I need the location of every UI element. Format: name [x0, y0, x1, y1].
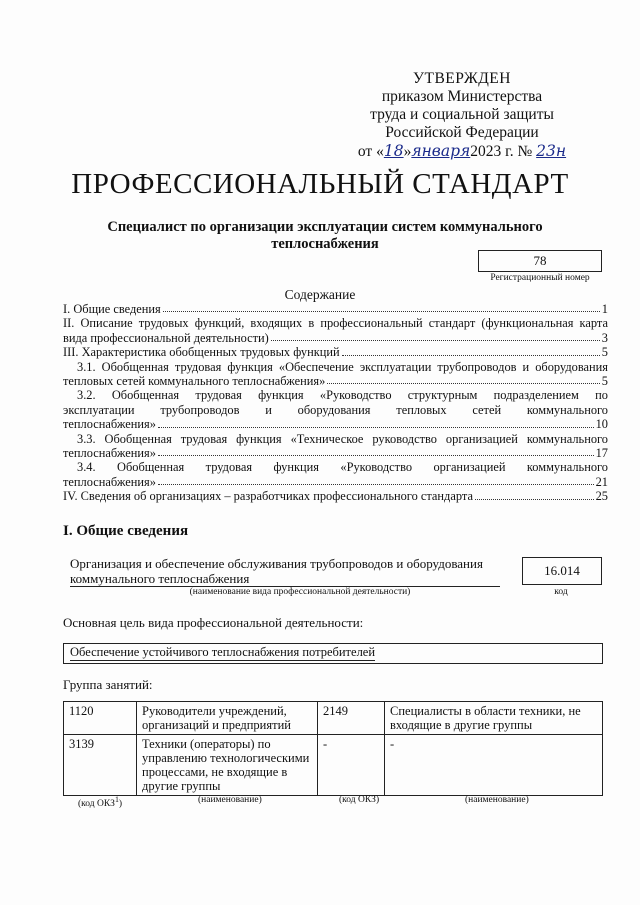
toc-item-4-page: 25 [595, 489, 608, 504]
toc-item-2[interactable] [63, 331, 608, 345]
toc-leader [163, 311, 600, 312]
approved-line-4: Российской Федерации [385, 124, 539, 141]
toc-item-2-text: вида профессиональной деятельности) [63, 330, 269, 345]
table-cell: 1120 [64, 702, 137, 735]
toc-item-3-text: III. Характеристика обобщенных трудовых функций [63, 345, 340, 360]
toc-leader [158, 484, 594, 485]
table-cell: - [318, 735, 385, 796]
toc-leader [475, 499, 594, 500]
table-cell: Руководители учреждений, организаций и предприятий [137, 702, 318, 735]
caption-okz-code [78, 795, 122, 809]
toc-sub-3-2[interactable] [63, 417, 608, 431]
toc-item-1-text: I. Общие сведения [63, 302, 161, 316]
toc-leader [158, 455, 594, 456]
toc-leader [271, 340, 600, 341]
toc-sub-3-4[interactable] [63, 475, 608, 489]
toc-sub-3-4-line: 3.4. Обобщенная трудовая функция «Руководство организацией коммунального [77, 460, 608, 475]
caption-okz-code-2: (код ОКЗ) [339, 795, 380, 805]
toc-sub-3-3-line: 3.3. Обобщенная трудовая функция «Техническое руководство организацией коммунального [77, 431, 608, 446]
occupation-group-table [63, 701, 603, 796]
toc-sub-3-1-page: 5 [601, 374, 608, 389]
caption-okz-code-end: ) [118, 799, 123, 810]
registration-number-label: Регистрационный номер [490, 273, 590, 283]
toc-item-4[interactable] [63, 489, 608, 503]
approved-line-2: приказом Министерства [381, 88, 543, 105]
approval-stamp [342, 70, 582, 161]
date-suffix: 2023 г. № [470, 143, 533, 160]
handwritten-number: 23н [536, 142, 567, 160]
toc-item-2-page: 3 [601, 330, 608, 345]
toc-sub-3-2-line-2: эксплуатации трубопроводов и оборудования тепловых сетей коммунального [63, 402, 608, 417]
toc-sub-3-4-text: теплоснабжения» [63, 474, 156, 489]
caption-okz-code-text: (код ОКЗ [78, 799, 115, 810]
toc-sub-3-2-line: 3.2. Обобщенная трудовая функция «Руководство структурным подразделением по [77, 388, 608, 403]
activity-caption: (наименование вида профессиональной деятельности) [189, 587, 411, 597]
caption-name: (наименование) [198, 795, 262, 805]
toc-sub-3-3[interactable] [63, 446, 608, 460]
document-subtitle: Специалист по организации эксплуатации систем коммунального теплоснабжения [107, 219, 543, 252]
table-cell: Техники (операторы) по управлению технологическими процессами, не входящие в другие группы [137, 735, 318, 796]
table-cell: Специалисты в области техники, не входящие в другие группы [385, 702, 603, 735]
document-title: ПРОФЕССИОНАЛЬНЫЙ СТАНДАРТ [71, 168, 569, 200]
handwritten-month: января [411, 142, 471, 160]
toc-sub-3-1[interactable] [63, 374, 608, 388]
toc-sub-3-2-page: 10 [595, 417, 608, 432]
group-heading: Группа занятий: [63, 677, 153, 692]
table-cell: 2149 [318, 702, 385, 735]
section-heading: I. Общие сведения [63, 523, 189, 539]
toc-item-3[interactable] [63, 345, 608, 359]
contents-heading: Содержание [284, 287, 356, 302]
toc-leader [327, 383, 600, 384]
toc-sub-3-4-page: 21 [595, 474, 608, 489]
toc-sub-3-3-text: теплоснабжения» [63, 446, 156, 461]
approved-date-line [342, 142, 582, 161]
table-row [64, 735, 603, 796]
date-prefix: от « [357, 143, 384, 160]
table-cell: - [385, 735, 603, 796]
approved-label: УТВЕРЖДЕН [413, 70, 511, 87]
activity-name: Организация и обеспечение обслуживания трубопроводов и оборудования коммунального теплоснабжения [70, 556, 500, 587]
toc-sub-3-3-page: 17 [595, 446, 608, 461]
toc-leader [158, 427, 594, 428]
toc-item-3-page: 5 [601, 345, 608, 360]
table-of-contents [63, 302, 608, 504]
toc-sub-3-1-line: 3.1. Обобщенная трудовая функция «Обеспечение эксплуатации трубопроводов и оборудования [77, 359, 608, 374]
table-cell: 3139 [64, 735, 137, 796]
toc-sub-3-1-text: тепловых сетей коммунального теплоснабжения» [63, 374, 326, 389]
date-mid: » [403, 143, 412, 160]
toc-item-2-line: II. Описание трудовых функций, входящих в профессиональный стандарт (функциональная карта [63, 316, 608, 331]
toc-sub-3-2-text: теплоснабжения» [63, 417, 156, 432]
activity-code-caption: код [554, 587, 568, 597]
toc-item-1-page: 1 [601, 302, 608, 316]
goal-heading: Основная цель вида профессиональной деятельности: [63, 615, 364, 630]
toc-item-1[interactable] [63, 302, 608, 316]
goal-box [63, 643, 603, 664]
caption-name-2: (наименование) [465, 795, 529, 805]
handwritten-day: 18 [383, 142, 404, 160]
goal-text: Обеспечение устойчивого теплоснабжения потребителей [70, 645, 376, 659]
registration-number-box: 78 [478, 250, 602, 272]
toc-item-4-text: IV. Сведения об организациях – разработчиках профессионального стандарта [63, 489, 473, 504]
table-row [64, 702, 603, 735]
approved-line-3: труда и социальной защиты [370, 106, 554, 123]
activity-code-box: 16.014 [522, 557, 602, 585]
footnote-marker[interactable]: 1 [114, 795, 119, 804]
toc-leader [342, 355, 600, 356]
